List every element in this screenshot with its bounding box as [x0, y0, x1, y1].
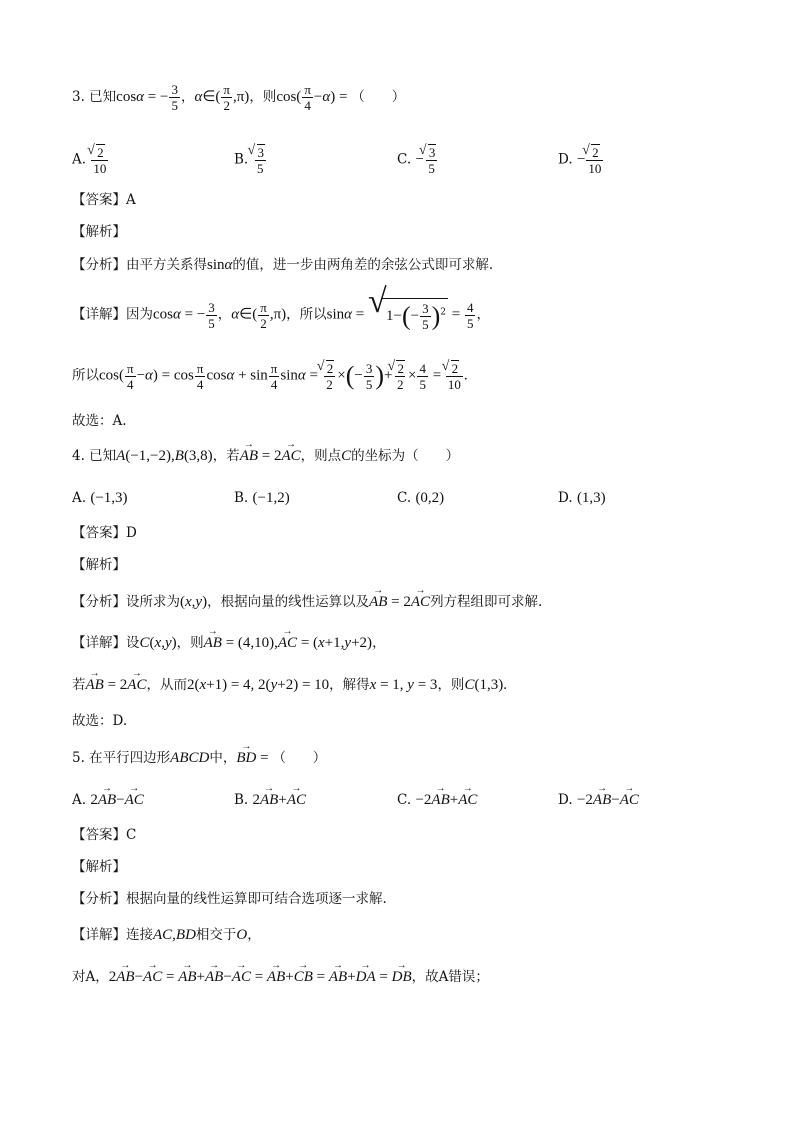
q5-option-b: B. 2→ AB+→ AC: [234, 790, 306, 810]
q3-answer: 【答案】A: [72, 192, 136, 208]
q5-stem: 5. 在平行四边形ABCD中，→ BD = （ ）: [72, 748, 326, 768]
q5-analysis-label: 【解析】: [72, 859, 126, 875]
q5-case-a: 对A，2→ AB−→ AC = → AB+→ AB−→ AC = → AB+→ CB = → AB+→ DA = → DB，故A错误；: [72, 967, 489, 987]
q4-stem: 4. 已知A(−1,−2),B(3,8)，若→ AB = 2→ AC，则点C的坐标为（ ）: [72, 446, 459, 466]
q5-detail: 【详解】连接AC,BD相交于O，: [72, 927, 261, 943]
q4-option-b: B. (−1,2): [234, 490, 290, 506]
q3-option-c: C. − √ $\frac{3}{5}$: [397, 144, 439, 176]
q4-detail: 【详解】设C(x,y)，则→ AB = (4,10),→ AC = (x+1,y+2)，: [72, 633, 386, 653]
q5-option-d: D. −2→ AB−→ AC: [558, 790, 639, 810]
q3-so: 所以cos( $\frac{\pi}{4}$ −α) = cos $\frac{\pi}{4}$ cosα + sin $\frac{\pi}{4}$ sinα = √ $\frac{2}{2}$ ×(− $\frac{3}{5}$ )+ √ $\frac{2}{2}$ × $\frac{4}{5}$ = √ $\frac{2}{10}$ .: [72, 360, 468, 392]
q4-analysis-label: 【解析】: [72, 557, 126, 573]
q4-answer: 【答案】D: [72, 525, 137, 541]
q3-option-b: B. √ $\frac{3}{5}$: [234, 144, 268, 176]
q4-option-d: D. (1,3): [558, 490, 606, 506]
q4-conclusion: 故选：D.: [72, 713, 128, 729]
q3-detail: 【详解】因为cosα = − $\frac{3}{5}$ ，α∈( $\frac{\pi}{2}$ ,π)，所以sinα = √ 1−(− $\frac{3}{5}$ )$^2$ = $\frac{4}{5}$ ，: [72, 283, 490, 332]
q3-analysis-label: 【解析】: [72, 224, 126, 240]
q4-fenxi: 【分析】设所求为(x,y)，根据向量的线性运算以及→ AB = 2→ AC列方程组即可求解.: [72, 592, 542, 612]
q3-option-d: D. − √ $\frac{2}{10}$: [558, 144, 604, 176]
q5-answer: 【答案】C: [72, 827, 137, 843]
q3-option-a: A. √ $\frac{2}{10}$: [72, 144, 109, 176]
q3-conclusion: 故选：A.: [72, 413, 127, 429]
q3-stem: 3. 已知cosα = − $\frac{3}{5}$ ，α∈( $\frac{\pi}{2}$ ,π)，则cos( $\frac{\pi}{4}$ −α) = （ ）: [72, 82, 406, 113]
q5-option-a: A. 2→ AB−→ AC: [72, 790, 144, 810]
q4-option-c: C. (0,2): [397, 490, 445, 506]
q5-option-c: C. −2→ AB+→ AC: [397, 790, 477, 810]
q3-fenxi: 【分析】由平方关系得sinα的值，进一步由两角差的余弦公式即可求解.: [72, 257, 494, 273]
q4-if: 若→ AB = 2→ AC，从而2(x+1) = 4, 2(y+2) = 10，解得x = 1, y = 3，则C(1,3).: [72, 675, 507, 695]
q5-fenxi: 【分析】根据向量的线性运算即可结合选项逐一求解.: [72, 891, 387, 907]
q4-option-a: A. (−1,3): [72, 490, 128, 506]
